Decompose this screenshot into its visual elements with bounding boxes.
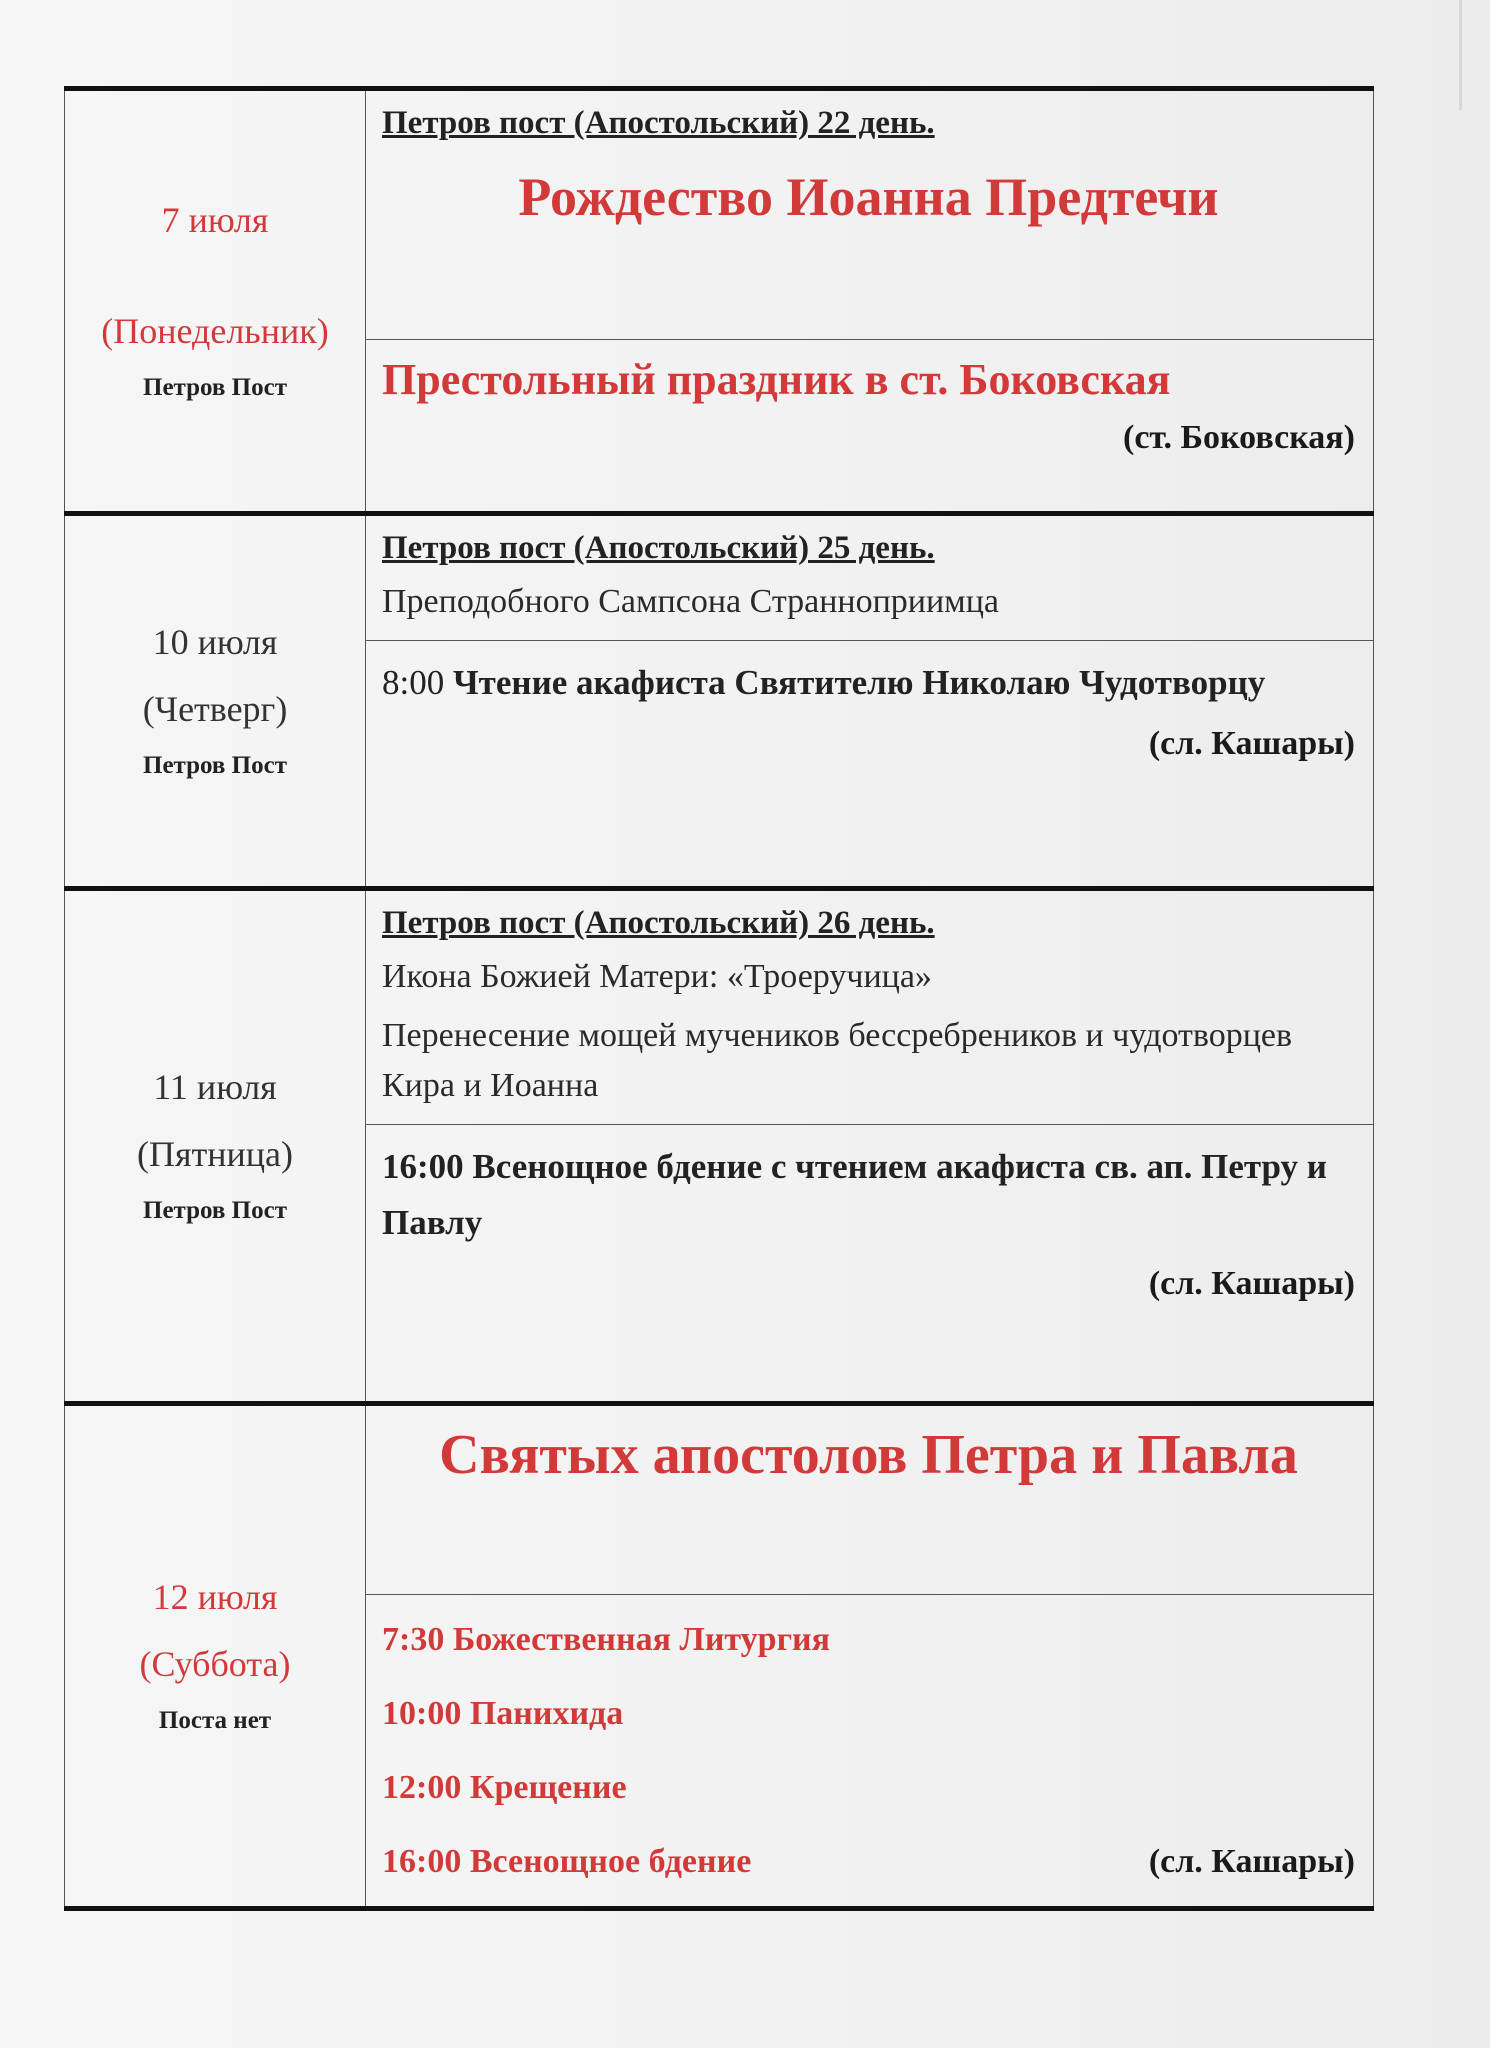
fasting-day-title: Петров пост (Апостольский) 22 день. bbox=[382, 105, 935, 141]
event-time: 16:00 bbox=[382, 1146, 464, 1186]
event-place: (ст. Боковская) bbox=[1123, 419, 1355, 456]
date-cell bbox=[65, 514, 366, 889]
weekday: (Понедельник) bbox=[101, 311, 329, 351]
event-time: 8:00 bbox=[382, 663, 445, 703]
service-item: 7:30 Божественная Литургия bbox=[382, 1621, 830, 1658]
fast-status: Поста нет bbox=[158, 1707, 272, 1735]
weekday: (Четверг) bbox=[142, 689, 288, 729]
service-item: 12:00 Крещение bbox=[382, 1769, 627, 1806]
fasting-day-title: Петров пост (Апостольский) 25 день. bbox=[382, 530, 935, 566]
feast-title: Святых апостолов Петра и Павла bbox=[439, 1424, 1298, 1486]
event-section bbox=[366, 339, 1373, 471]
saint-commemoration: Икона Божией Матери: «Троеручица» bbox=[382, 958, 932, 995]
liturgical-section bbox=[366, 91, 1373, 339]
scan-edge-mark bbox=[1459, 0, 1462, 110]
day-row bbox=[65, 514, 1374, 889]
weekday: (Суббота) bbox=[139, 1644, 291, 1684]
day-content bbox=[366, 1404, 1374, 1909]
liturgical-section bbox=[366, 1406, 1373, 1594]
day-row bbox=[65, 889, 1374, 1404]
event-name: Всенощное бдение с чтением акафиста св. ап. Петру и Павлу bbox=[382, 1146, 1327, 1242]
patronal-feast: Престольный праздник в ст. Боковская bbox=[382, 355, 1171, 404]
event-place: (сл. Кашары) bbox=[1148, 1264, 1355, 1302]
liturgical-section bbox=[366, 516, 1373, 640]
liturgical-section bbox=[366, 891, 1373, 1124]
event-place: (сл. Кашары) bbox=[1148, 1843, 1355, 1880]
day-row bbox=[65, 1404, 1374, 1909]
service-item: 16:00 Всенощное бдение bbox=[382, 1843, 752, 1880]
date: 12 июля bbox=[152, 1576, 278, 1617]
fasting-day-title: Петров пост (Апостольский) 26 день. bbox=[382, 905, 935, 941]
date: 10 июля bbox=[152, 621, 278, 662]
fast-status: Петров Пост bbox=[143, 374, 287, 402]
date: 7 июля bbox=[161, 199, 269, 240]
event bbox=[382, 1139, 1355, 1251]
day-content bbox=[366, 889, 1374, 1404]
service-item-row bbox=[382, 1845, 1355, 1879]
feast-title: Рождество Иоанна Предтечи bbox=[518, 167, 1219, 227]
weekday: (Пятница) bbox=[136, 1134, 294, 1174]
saint-commemoration: Преподобного Сампсона Странноприимца bbox=[382, 583, 999, 620]
event-name: Чтение акафиста Святителю Николаю Чудотворцу bbox=[452, 663, 1266, 703]
date-cell bbox=[65, 1404, 366, 1909]
saint-commemoration: Перенесение мощей мучеников бессребреников и чудотворцев Кира и Иоанна bbox=[382, 1017, 1293, 1104]
event-section bbox=[366, 640, 1373, 777]
service-item: 10:00 Панихида bbox=[382, 1695, 624, 1732]
day-row bbox=[65, 89, 1374, 514]
date-cell bbox=[65, 889, 366, 1404]
date: 11 июля bbox=[153, 1066, 277, 1107]
event-section bbox=[366, 1124, 1373, 1317]
fast-status: Петров Пост bbox=[143, 1197, 287, 1225]
fast-status: Петров Пост bbox=[143, 752, 287, 780]
event-place: (сл. Кашары) bbox=[1148, 725, 1355, 763]
event bbox=[382, 655, 1355, 711]
day-content bbox=[366, 89, 1374, 514]
date-cell bbox=[65, 89, 366, 514]
schedule-table bbox=[64, 86, 1374, 1911]
day-content bbox=[366, 514, 1374, 889]
event-section bbox=[366, 1594, 1373, 1901]
